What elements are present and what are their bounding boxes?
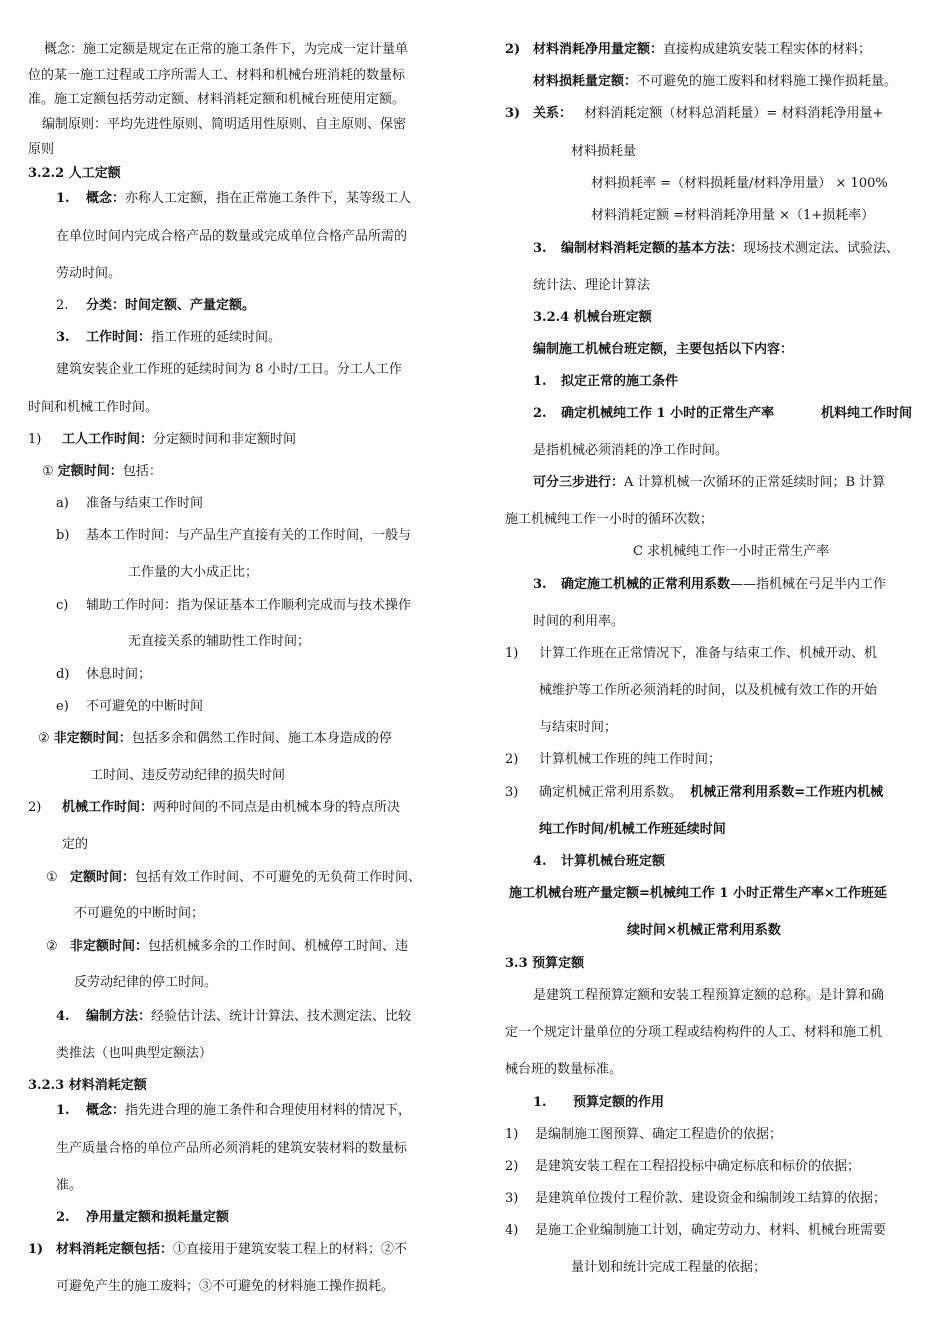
paragraph-line: 是建筑工程预算定额和安装工程预算定额的总称。是计算和确 — [533, 988, 885, 1003]
list-number: 1) — [28, 1242, 44, 1257]
list-number: 4) — [505, 1223, 519, 1238]
list-item: 概念：指先进合理的施工条件和合理使用材料的情况下， — [86, 1103, 412, 1118]
list-item: 材料损耗量定额：不可避免的施工废料和材料施工操作损耗量。 — [533, 74, 898, 89]
list-item: 机械工作时间：两种时间的不同点是由机械本身的特点所决 — [62, 800, 401, 815]
list-item-cont: 械维护等工作所必须消耗的时间，以及机械有效工作的开始 — [539, 683, 878, 698]
sub-item: 定额时间：包括有效工作时间、不可避免的无负荷工作时间、 — [70, 870, 422, 885]
section-heading-3-2-3: 3.2.3 材料消耗定额 — [28, 1078, 147, 1093]
list-item: 编制材料消耗定额的基本方法：现场技术测定法、试验法、 — [561, 241, 900, 256]
list-item: 是建筑安装工程在工程招投标中确定标底和标价的依据； — [535, 1159, 861, 1174]
sub-number: ② — [46, 939, 58, 954]
sub-item-cont: 不可避免的中断时间； — [74, 906, 205, 921]
list-letter: d) — [56, 667, 70, 682]
list-number: 3) — [505, 785, 519, 800]
list-number: 3. — [533, 577, 547, 592]
list-item: 是施工企业编制施工计划，确定劳动力、材料、机械台班需要 — [535, 1223, 887, 1238]
list-number: 2. — [533, 406, 547, 421]
sub-number: ① — [46, 870, 58, 885]
sub-item: ② 非定额时间：包括多余和偶然工作时间、施工本身造成的停 — [38, 731, 392, 746]
list-item-cont: 时间的利用率。 — [533, 614, 625, 629]
sub-item: ① 定额时间：包括： — [42, 464, 162, 479]
list-letter: e) — [56, 699, 69, 714]
list-number: 3. — [533, 241, 547, 256]
list-item-cont: 定的 — [62, 837, 89, 852]
list-number: 3) — [505, 106, 521, 121]
list-item-cont: 类推法（也叫典型定额法） — [56, 1046, 213, 1061]
list-number: 4. — [533, 854, 547, 869]
list-item: 辅助工作时间：指为保证基本工作顺利完成而与技术操作 — [86, 598, 412, 613]
list-number: 2) — [28, 800, 42, 815]
list-item: 材料消耗定额包括：①直接用于建筑安装工程上的材料；②不 — [56, 1242, 408, 1257]
list-item: 分类：时间定额、产量定额。 — [86, 298, 256, 313]
list-item: 净用量定额和损耗量定额 — [86, 1210, 230, 1225]
formula-consumption: 材料消耗定额 =材料消耗净用量 ×（1+损耗率） — [591, 208, 875, 223]
section-heading-3-2-4: 3.2.4 机械台班定额 — [533, 310, 652, 325]
list-item: 基本工作时间：与产品生产直接有关的工作时间，一般与 — [86, 528, 412, 543]
intro-line: 准。施工定额包括劳动定额、材料消耗定额和机械台班使用定额。 — [28, 92, 406, 107]
list-number: 1. — [533, 1095, 547, 1110]
intro-line: 编制施工机械台班定额，主要包括以下内容： — [533, 342, 794, 357]
list-item: 计算机械工作班的纯工作时间； — [539, 752, 722, 767]
list-item-cont: 与结束时间； — [539, 720, 618, 735]
list-item: 计算机械台班定额 — [561, 854, 666, 869]
list-item: 确定施工机械的正常利用系数——指机械在弓足半内工作 — [561, 577, 887, 592]
sub-item-cont: 反劳动纪律的停工时间。 — [74, 975, 218, 990]
list-number: 2. — [56, 1210, 70, 1225]
list-item-cont: 工作量的大小成正比； — [128, 565, 259, 580]
list-item: 确定机械纯工作 1 小时的正常生产率 — [561, 406, 775, 421]
list-item-cont: 纯工作时间/机械工作班延续时间 — [539, 822, 726, 837]
list-item: 是建筑单位拨付工程价款、建设资金和编制竣工结算的依据； — [535, 1191, 887, 1206]
list-item-cont: 生产质量合格的单位产品所必须消耗的建筑安装材料的数量标 — [56, 1141, 408, 1156]
list-number: 1. — [56, 191, 70, 206]
list-item: 预算定额的作用 — [573, 1095, 665, 1110]
list-number: 1) — [28, 432, 42, 447]
section-heading-3-2-2: 3.2.2 人工定额 — [28, 166, 121, 181]
list-item-cont: 准。 — [56, 1178, 83, 1193]
list-item: 工人工作时间：分定额时间和非定额时间 — [62, 432, 297, 447]
list-letter: b) — [56, 528, 70, 543]
sub-item: 非定额时间：包括机械多余的工作时间、机械停工时间、违 — [70, 939, 409, 954]
list-item: 关系： 材料消耗定额（材料总消耗量）= 材料消耗净用量+ — [533, 106, 884, 121]
list-number: 4. — [56, 1009, 70, 1024]
list-item: 编制方法：经验估计法、统计计算法、技术测定法、比较 — [86, 1009, 412, 1024]
formula-line: 施工机械台班产量定额=机械纯工作 1 小时正常生产率×工作班延 — [509, 886, 887, 901]
list-item: 可分三步进行：A 计算机械一次循环的正常延续时间；B 计算 — [533, 475, 886, 490]
list-item: 概念：亦称人工定额，指在正常施工条件下，某等级工人 — [86, 191, 412, 206]
principle-line: 编制原则：平均先进性原则、简明适用性原则、自主原则、保密 — [42, 117, 407, 132]
list-item-cont: 在单位时间内完成合格产品的数量或完成单位合格产品所需的 — [56, 229, 408, 244]
list-item: 机料纯工作时间 — [821, 406, 913, 421]
paragraph-line: 建筑安装企业工作班的延续时间为 8 小时/工日。分工人工作 — [56, 362, 402, 377]
formula-line: 续时间×机械正常利用系数 — [627, 923, 781, 938]
list-number: 2) — [505, 42, 521, 57]
list-number: 3) — [505, 1191, 519, 1206]
list-item: 计算工作班在正常情况下，准备与结束工作、机械开动、机 — [539, 646, 878, 661]
paragraph-line: 定一个规定计量单位的分项工程或结构构件的人工、材料和施工机 — [505, 1025, 883, 1040]
list-item-cont: C 求机械纯工作一小时正常生产率 — [633, 544, 830, 559]
list-number: 1) — [505, 646, 519, 661]
list-number: 2. — [56, 298, 69, 313]
list-number: 3. — [56, 330, 70, 345]
list-number: 1. — [56, 1103, 70, 1118]
list-letter: a) — [56, 496, 69, 511]
list-item: 休息时间； — [86, 667, 152, 682]
sub-item-cont: 工时间、违反劳动纪律的损失时间 — [90, 768, 286, 783]
list-number: 2) — [505, 752, 519, 767]
list-item: 是编制施工图预算、确定工程造价的依据； — [535, 1127, 783, 1142]
list-item-cont: 劳动时间。 — [56, 266, 122, 281]
list-item-cont: 统计法、理论计算法 — [533, 278, 651, 293]
list-item: 确定机械正常利用系数。 机械正常利用系数=工作班内机械 — [539, 785, 884, 800]
formula-loss-rate: 材料损耗率 =（材料损耗量/材料净用量） × 100% — [591, 176, 888, 191]
principle-line: 原则 — [28, 142, 55, 157]
list-item: 拟定正常的施工条件 — [561, 374, 679, 389]
list-number: 1. — [533, 374, 547, 389]
list-item: 不可避免的中断时间 — [86, 699, 204, 714]
list-item: 准备与结束工作时间 — [86, 496, 204, 511]
list-item-cont: 施工机械纯工作一小时的循环次数； — [505, 512, 714, 527]
list-number: 2) — [505, 1159, 519, 1174]
intro-line: 位的某一施工过程或工序所需人工、材料和机械台班消耗的数量标 — [28, 68, 406, 83]
list-item-cont: 材料损耗量 — [571, 144, 637, 159]
list-item-cont: 是指机械必须消耗的净工作时间。 — [533, 443, 729, 458]
list-item-cont: 量计划和统计完成工程量的依据； — [571, 1260, 767, 1275]
list-item: 工作时间：指工作班的延续时间。 — [86, 330, 282, 345]
intro-line: 概念：施工定额是规定在正常的施工条件下，为完成一定计量单 — [44, 42, 409, 57]
section-heading-3-3: 3.3 预算定额 — [505, 956, 585, 971]
paragraph-line: 时间和机械工作时间。 — [28, 400, 159, 415]
list-item-cont: 可避免产生的施工废料；③不可避免的材料施工操作损耗。 — [56, 1279, 395, 1294]
list-number: 1) — [505, 1127, 519, 1142]
list-item-cont: 无直接关系的辅助性工作时间； — [128, 634, 311, 649]
paragraph-line: 械台班的数量标准。 — [505, 1062, 623, 1077]
list-item: 材料消耗净用量定额：直接构成建筑安装工程实体的材料； — [533, 42, 872, 57]
list-letter: c) — [56, 598, 69, 613]
